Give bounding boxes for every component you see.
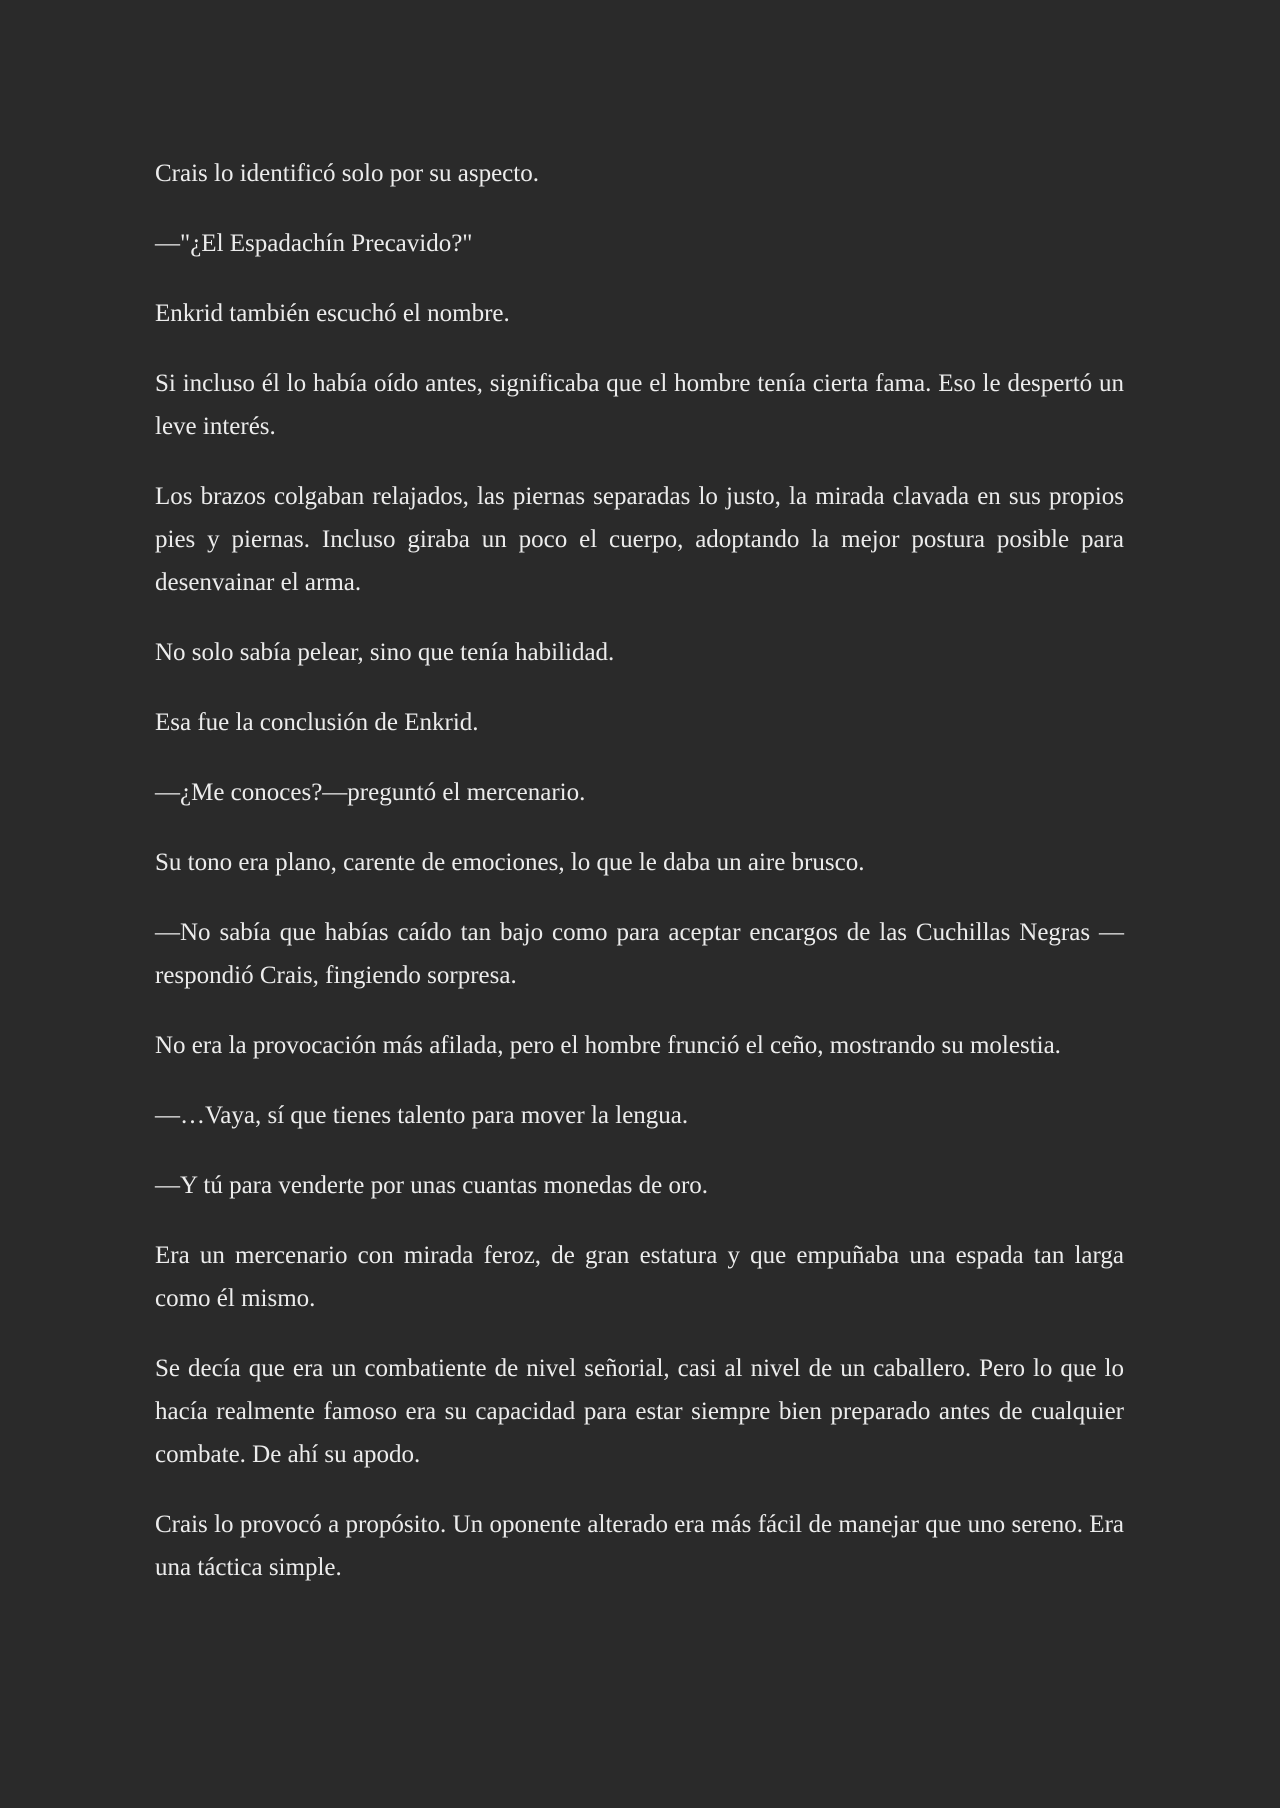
paragraph: Su tono era plano, carente de emociones, lo que le daba un aire brusco. (155, 849, 865, 876)
paragraph: Si incluso él lo había oído antes, significaba que el hombre tenía cierta fama. Eso le despertó un leve interés. (155, 370, 1124, 440)
paragraph: Esa fue la conclusión de Enkrid. (155, 709, 479, 736)
paragraph: —"¿El Espadachín Precavido?" (155, 230, 473, 257)
paragraph: —No sabía que habías caído tan bajo como para aceptar encargos de las Cuchillas Negras —respondió Crais, fingiendo sorpresa. (155, 919, 1124, 989)
paragraph: No era la provocación más afilada, pero el hombre frunció el ceño, mostrando su molestia. (155, 1032, 1061, 1059)
paragraph: —Y tú para venderte por unas cuantas monedas de oro. (155, 1172, 709, 1199)
document-body (155, 152, 1124, 1616)
paragraph: Enkrid también escuchó el nombre. (155, 300, 510, 327)
paragraph: Se decía que era un combatiente de nivel señorial, casi al nivel de un caballero. Pero lo que lo hacía realmente famoso era su capacidad para estar siempre bien preparado antes de cualquier combate. De ahí su apodo. (155, 1355, 1124, 1468)
paragraph: No solo sabía pelear, sino que tenía habilidad. (155, 639, 615, 666)
paragraph: Era un mercenario con mirada feroz, de gran estatura y que empuñaba una espada tan larga como él mismo. (155, 1242, 1124, 1312)
paragraph: Crais lo identificó solo por su aspecto. (155, 160, 539, 187)
paragraph: —¿Me conoces?—preguntó el mercenario. (155, 779, 586, 806)
paragraph: Los brazos colgaban relajados, las piernas separadas lo justo, la mirada clavada en sus propios pies y piernas. Incluso giraba un poco el cuerpo, adoptando la mejor postura posible para desenvainar el arma. (155, 483, 1124, 596)
paragraph: —…Vaya, sí que tienes talento para mover la lengua. (155, 1102, 689, 1129)
paragraph: Crais lo provocó a propósito. Un oponente alterado era más fácil de manejar que uno sereno. Era una táctica simple. (155, 1511, 1124, 1581)
